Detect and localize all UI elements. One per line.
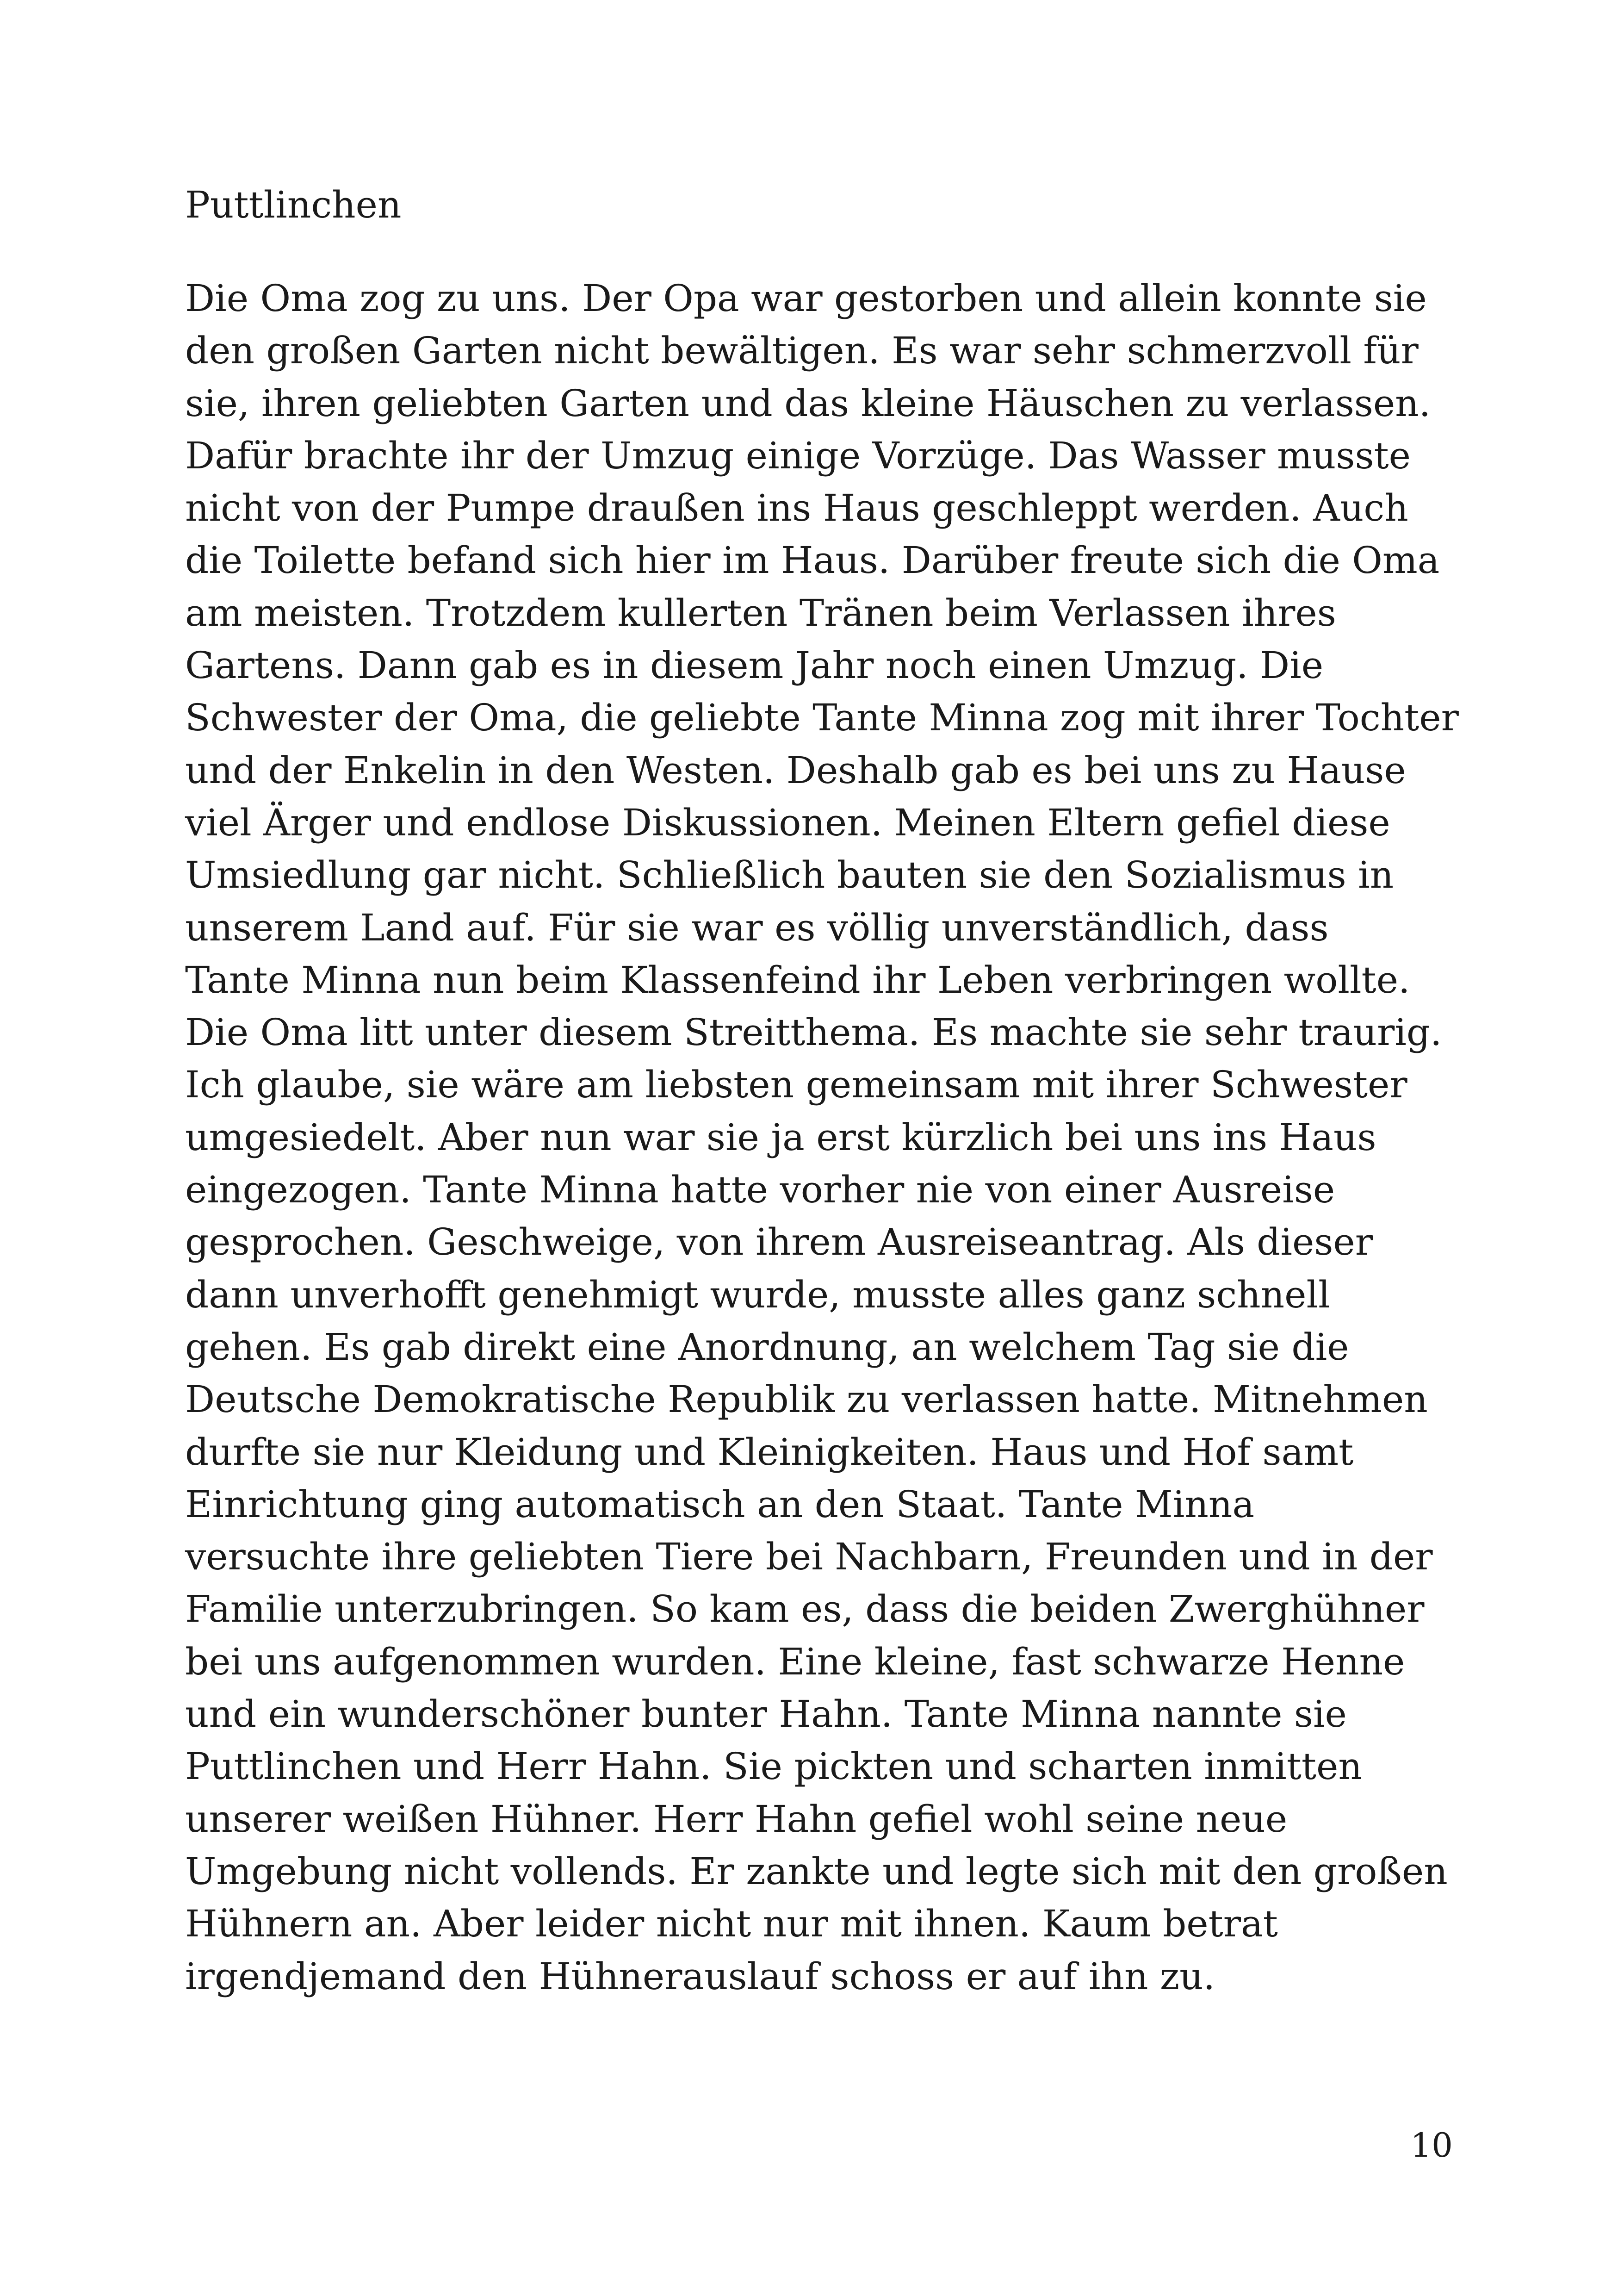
text-line: den großen Garten nicht bewältigen. Es war sehr schmerzvoll für <box>185 329 1419 373</box>
chapter-title: Puttlinchen <box>185 183 402 226</box>
text-line: nicht von der Pumpe draußen ins Haus geschleppt werden. Auch <box>185 486 1408 530</box>
text-line: Umgebung nicht vollends. Er zankte und legte sich mit den großen <box>185 1849 1448 1893</box>
text-line: Die Oma litt unter diesem Streitthema. Es machte sie sehr traurig. <box>185 1011 1442 1054</box>
page-number: 10 <box>1410 2126 1453 2165</box>
text-line: viel Ärger und endlose Diskussionen. Meinen Eltern gefiel diese <box>185 801 1390 844</box>
text-line: die Toilette befand sich hier im Haus. Darüber freute sich die Oma <box>185 539 1440 582</box>
body-paragraph <box>185 272 1459 2003</box>
text-line: Deutsche Demokratische Republik zu verlassen hatte. Mitnehmen <box>185 1378 1428 1421</box>
text-line: versuchte ihre geliebten Tiere bei Nachbarn, Freunden und in der <box>185 1535 1433 1579</box>
text-line: gesprochen. Geschweige, von ihrem Ausreiseantrag. Als dieser <box>185 1220 1373 1264</box>
text-line: eingezogen. Tante Minna hatte vorher nie von einer Ausreise <box>185 1168 1335 1212</box>
text-line: bei uns aufgenommen wurden. Eine kleine, fast schwarze Henne <box>185 1640 1405 1683</box>
text-line: durfte sie nur Kleidung und Kleinigkeiten. Haus und Hof samt <box>185 1430 1354 1474</box>
text-line: Schwester der Oma, die geliebte Tante Minna zog mit ihrer Tochter <box>185 696 1459 740</box>
text-line: Gartens. Dann gab es in diesem Jahr noch einen Umzug. Die <box>185 644 1324 687</box>
text-line: Hühnern an. Aber leider nicht nur mit ihnen. Kaum betrat <box>185 1902 1278 1946</box>
text-line: gehen. Es gab direkt eine Anordnung, an welchem Tag sie die <box>185 1325 1349 1369</box>
text-line: unserer weißen Hühner. Herr Hahn gefiel wohl seine neue <box>185 1797 1288 1841</box>
text-line: Dafür brachte ihr der Umzug einige Vorzüge. Das Wasser musste <box>185 434 1411 477</box>
text-line: dann unverhofft genehmigt wurde, musste alles ganz schnell <box>185 1273 1330 1316</box>
text-line: sie, ihren geliebten Garten und das kleine Häuschen zu verlassen. <box>185 381 1431 425</box>
text-line: Einrichtung ging automatisch an den Staat. Tante Minna <box>185 1482 1255 1526</box>
text-line: Die Oma zog zu uns. Der Opa war gestorben und allein konnte sie <box>185 277 1427 320</box>
text-line: Puttlinchen und Herr Hahn. Sie pickten und scharten inmitten <box>185 1745 1362 1788</box>
text-line: Familie unterzubringen. So kam es, dass die beiden Zwerghühner <box>185 1587 1425 1631</box>
text-line: irgendjemand den Hühnerauslauf schoss er auf ihn zu. <box>185 1954 1215 1998</box>
text-line: Tante Minna nun beim Klassenfeind ihr Leben verbringen wollte. <box>185 958 1410 1002</box>
text-line: und ein wunderschöner bunter Hahn. Tante Minna nannte sie <box>185 1692 1347 1736</box>
text-line: unserem Land auf. Für sie war es völlig unverständlich, dass <box>185 906 1329 949</box>
text-line: umgesiedelt. Aber nun war sie ja erst kürzlich bei uns ins Haus <box>185 1115 1376 1159</box>
text-line: Ich glaube, sie wäre am liebsten gemeinsam mit ihrer Schwester <box>185 1063 1407 1107</box>
text-line: und der Enkelin in den Westen. Deshalb gab es bei uns zu Hause <box>185 748 1406 792</box>
text-line: Umsiedlung gar nicht. Schließlich bauten sie den Sozialismus in <box>185 853 1394 897</box>
text-line: am meisten. Trotzdem kullerten Tränen beim Verlassen ihres <box>185 591 1336 635</box>
